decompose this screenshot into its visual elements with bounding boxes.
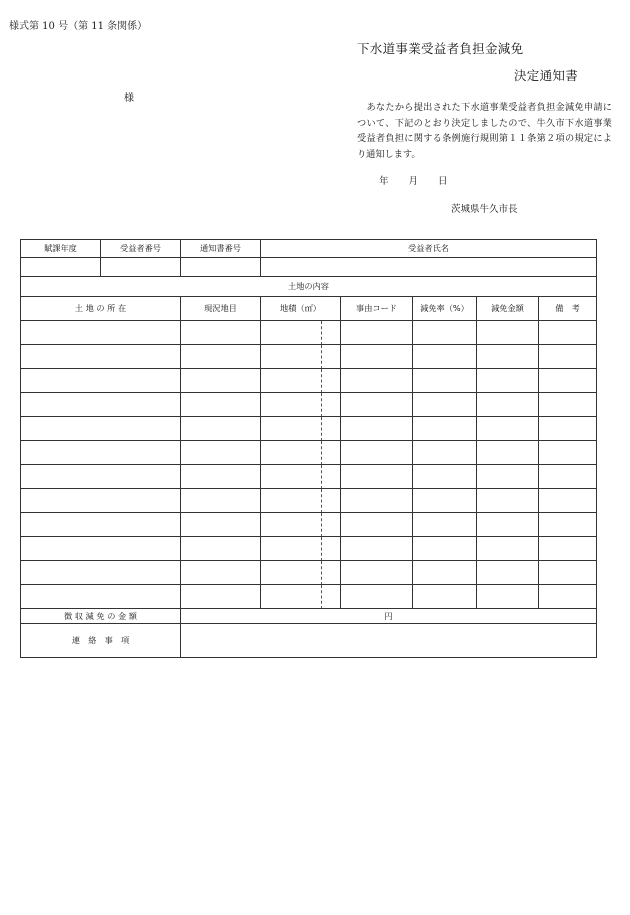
notice-number-cell[interactable]: [181, 258, 261, 277]
reduction-amount-cell[interactable]: [477, 561, 539, 585]
remarks-cell[interactable]: [539, 537, 597, 561]
remarks-cell[interactable]: [539, 441, 597, 465]
remarks-cell[interactable]: [539, 369, 597, 393]
beneficiary-number-cell[interactable]: [101, 258, 181, 277]
addressee-suffix: 様: [124, 93, 134, 104]
reason-code-cell[interactable]: [341, 393, 413, 417]
reduction-amount-cell[interactable]: [477, 417, 539, 441]
header-current-land-use: 現況地目: [181, 297, 261, 321]
location-cell[interactable]: [21, 417, 181, 441]
land-use-cell[interactable]: [181, 465, 261, 489]
table-row: [21, 369, 597, 393]
reason-code-cell[interactable]: [341, 465, 413, 489]
area-cell[interactable]: [261, 513, 341, 537]
reason-code-cell[interactable]: [341, 441, 413, 465]
reduction-rate-cell[interactable]: [413, 513, 477, 537]
header-beneficiary-name: 受益者氏名: [261, 240, 597, 258]
table-row: [21, 321, 597, 345]
reduction-rate-cell[interactable]: [413, 489, 477, 513]
header-beneficiary-number: 受益者番号: [101, 240, 181, 258]
remarks-cell[interactable]: [539, 465, 597, 489]
reduction-rate-cell[interactable]: [413, 585, 477, 609]
reduction-amount-cell[interactable]: [477, 441, 539, 465]
remarks-cell[interactable]: [539, 321, 597, 345]
header-reason-code: 事由コード: [341, 297, 413, 321]
area-cell[interactable]: [261, 465, 341, 489]
land-use-cell[interactable]: [181, 561, 261, 585]
table-row: [21, 441, 597, 465]
reduction-amount-cell[interactable]: [477, 393, 539, 417]
form-number: 様式第 10 号（第 11 条関係）: [9, 21, 148, 32]
reduction-amount-cell[interactable]: [477, 513, 539, 537]
area-cell[interactable]: [261, 393, 341, 417]
remarks-cell[interactable]: [539, 345, 597, 369]
total-row: [21, 609, 597, 624]
table-row: [21, 345, 597, 369]
table-row: [21, 465, 597, 489]
reduction-rate-cell[interactable]: [413, 321, 477, 345]
header-notice-number: 通知書番号: [181, 240, 261, 258]
table-row: [21, 537, 597, 561]
location-cell[interactable]: [21, 561, 181, 585]
table-row: [21, 513, 597, 537]
remarks-cell[interactable]: [539, 393, 597, 417]
reason-code-cell[interactable]: [341, 585, 413, 609]
location-cell[interactable]: [21, 441, 181, 465]
notes-label: 連 絡 事 項: [21, 624, 181, 658]
top-header-row: [21, 240, 597, 258]
reason-code-cell[interactable]: [341, 345, 413, 369]
issuer: 茨城県牛久市長: [451, 204, 518, 215]
notes-cell[interactable]: [181, 624, 597, 658]
date-month: 月: [408, 176, 419, 187]
land-use-cell[interactable]: [181, 585, 261, 609]
remarks-cell[interactable]: [539, 513, 597, 537]
notice-table: [20, 239, 597, 658]
location-cell[interactable]: [21, 585, 181, 609]
location-cell[interactable]: [21, 393, 181, 417]
reason-code-cell[interactable]: [341, 369, 413, 393]
reduction-rate-cell[interactable]: [413, 417, 477, 441]
location-cell[interactable]: [21, 465, 181, 489]
header-remarks: 備 考: [539, 297, 597, 321]
land-header-row: [21, 297, 597, 321]
reduction-amount-cell[interactable]: [477, 321, 539, 345]
land-use-cell[interactable]: [181, 441, 261, 465]
land-rows: [21, 321, 597, 609]
location-cell[interactable]: [21, 369, 181, 393]
location-cell[interactable]: [21, 321, 181, 345]
land-use-cell[interactable]: [181, 393, 261, 417]
land-use-cell[interactable]: [181, 537, 261, 561]
top-value-row: [21, 258, 597, 277]
reduction-rate-cell[interactable]: [413, 561, 477, 585]
reason-code-cell[interactable]: [341, 561, 413, 585]
document-title-line2: 決定通知書: [514, 68, 579, 83]
header-reduction-amount: 減免金額: [477, 297, 539, 321]
location-cell[interactable]: [21, 537, 181, 561]
date-year: 年: [379, 176, 389, 187]
reduction-rate-cell[interactable]: [413, 441, 477, 465]
land-content-title: 土地の内容: [21, 277, 597, 297]
location-cell[interactable]: [21, 489, 181, 513]
remarks-cell[interactable]: [539, 561, 597, 585]
table-row: [21, 393, 597, 417]
land-use-cell[interactable]: [181, 345, 261, 369]
notes-row: [21, 624, 597, 658]
reduction-amount-cell[interactable]: [477, 465, 539, 489]
land-use-cell[interactable]: [181, 369, 261, 393]
reduction-rate-cell[interactable]: [413, 537, 477, 561]
reduction-rate-cell[interactable]: [413, 345, 477, 369]
notice-body: あなたから提出された下水道事業受益者負担金減免申請について、下記のとおり決定しましたので、牛久市下水道事業受益者負担に関する条例施行規則第１１条第２項の規定により通知します。: [357, 102, 612, 160]
reason-code-cell[interactable]: [341, 513, 413, 537]
land-use-cell[interactable]: [181, 321, 261, 345]
date-day: 日: [438, 176, 448, 187]
header-land-area: 地積（㎡）: [261, 297, 341, 321]
reduction-rate-cell[interactable]: [413, 393, 477, 417]
document-title-line1: 下水道事業受益者負担金減免: [357, 41, 524, 56]
total-label: 徴 収 減 免 の 金 額: [21, 609, 181, 624]
area-cell[interactable]: [261, 537, 341, 561]
location-cell[interactable]: [21, 513, 181, 537]
land-use-cell[interactable]: [181, 417, 261, 441]
table-row: [21, 489, 597, 513]
reason-code-cell[interactable]: [341, 321, 413, 345]
reason-code-cell[interactable]: [341, 537, 413, 561]
tax-year-cell[interactable]: [21, 258, 101, 277]
land-use-cell[interactable]: [181, 513, 261, 537]
area-cell[interactable]: [261, 489, 341, 513]
area-cell[interactable]: [261, 345, 341, 369]
reduction-amount-cell[interactable]: [477, 585, 539, 609]
reduction-amount-cell[interactable]: [477, 489, 539, 513]
table-row: [21, 585, 597, 609]
reduction-amount-cell[interactable]: [477, 369, 539, 393]
reduction-rate-cell[interactable]: [413, 369, 477, 393]
area-cell[interactable]: [261, 321, 341, 345]
reduction-rate-cell[interactable]: [413, 465, 477, 489]
reduction-amount-cell[interactable]: [477, 537, 539, 561]
beneficiary-name-cell[interactable]: [261, 258, 597, 277]
header-tax-year: 賦課年度: [21, 240, 101, 258]
reason-code-cell[interactable]: [341, 489, 413, 513]
reason-code-cell[interactable]: [341, 417, 413, 441]
remarks-cell[interactable]: [539, 489, 597, 513]
remarks-cell[interactable]: [539, 417, 597, 441]
date-line: [379, 173, 448, 187]
area-cell[interactable]: [261, 417, 341, 441]
area-cell[interactable]: [261, 585, 341, 609]
table-row: [21, 417, 597, 441]
area-cell[interactable]: [261, 369, 341, 393]
land-use-cell[interactable]: [181, 489, 261, 513]
area-cell[interactable]: [261, 441, 341, 465]
location-cell[interactable]: [21, 345, 181, 369]
total-amount-cell[interactable]: 円: [181, 609, 597, 624]
land-content-title-row: [21, 277, 597, 297]
reduction-amount-cell[interactable]: [477, 345, 539, 369]
header-land-location: 土 地 の 所 在: [21, 297, 181, 321]
remarks-cell[interactable]: [539, 585, 597, 609]
table-row: [21, 561, 597, 585]
area-cell[interactable]: [261, 561, 341, 585]
header-reduction-rate: 減免率（%）: [413, 297, 477, 321]
